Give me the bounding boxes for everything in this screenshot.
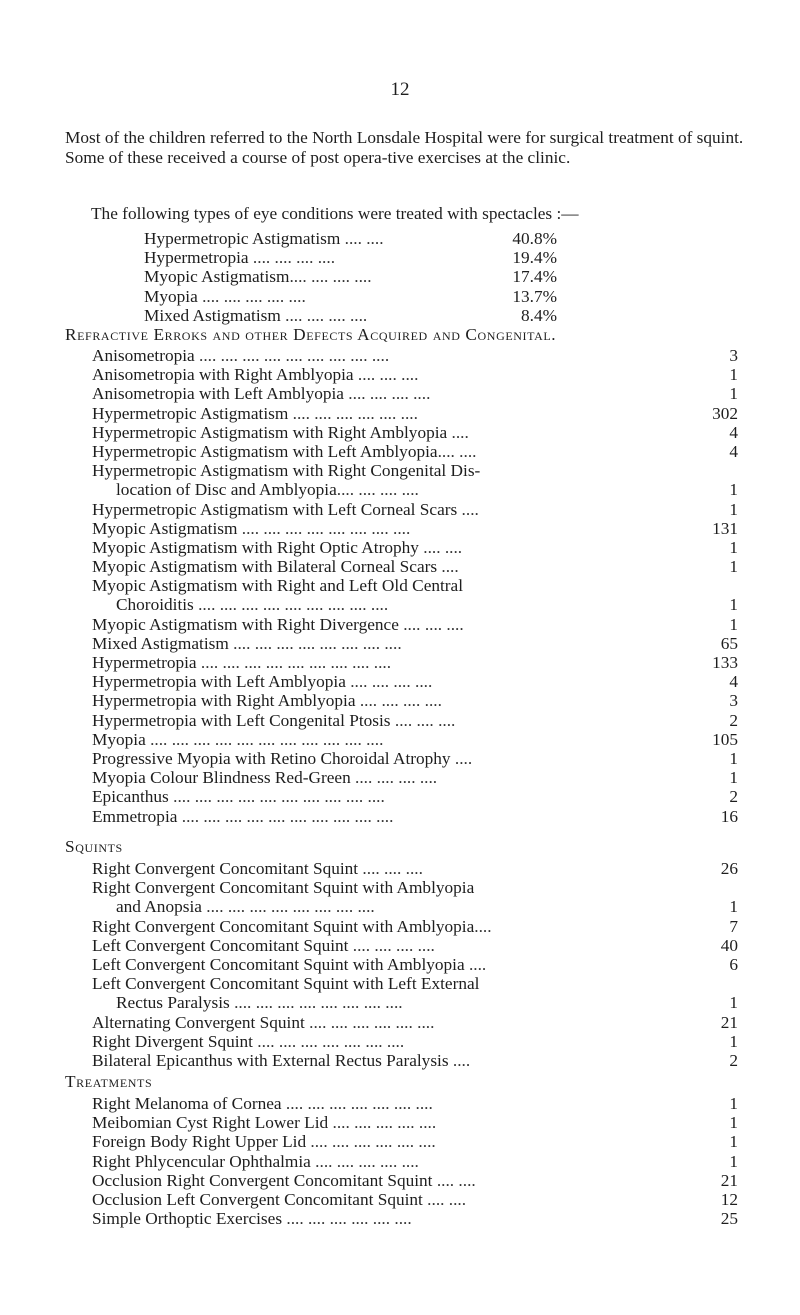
item-label <box>92 500 479 519</box>
list-item <box>92 615 738 634</box>
item-label-text: Myopia <box>92 729 146 749</box>
item-label-text: Occlusion Right Convergent Concomitant Squint <box>92 1170 433 1190</box>
list-item <box>92 442 738 461</box>
list-item <box>92 730 738 749</box>
item-value: 25 <box>720 1209 738 1229</box>
item-label-text: Bilateral Epicanthus with External Rectus Paralysis <box>92 1050 449 1070</box>
leader-dots: .... <box>437 557 459 577</box>
item-label-text: Simple Orthoptic Exercises <box>92 1209 283 1229</box>
item-label <box>116 993 403 1012</box>
item-label <box>92 711 455 730</box>
item-label <box>92 1152 419 1171</box>
item-label <box>92 1032 404 1051</box>
list-item <box>92 500 738 519</box>
item-label <box>144 229 384 248</box>
list-item <box>92 672 738 691</box>
item-value: 40.8% <box>512 229 557 248</box>
list-item <box>144 267 557 286</box>
item-label <box>116 897 375 916</box>
leader-dots: .... .... .... .... <box>336 480 419 500</box>
page-number: 12 <box>390 79 410 100</box>
leader-dots: .... .... .... .... <box>348 935 435 955</box>
leader-dots: .... .... .... .... .... .... .... .... .... <box>193 595 389 615</box>
list-item <box>92 480 738 499</box>
item-value: 1 <box>729 595 738 615</box>
list-item <box>92 595 738 614</box>
list-item <box>92 859 738 878</box>
leader-dots: .... <box>474 916 492 936</box>
item-label-text: Hypermetropia <box>144 248 249 268</box>
item-label <box>144 287 306 306</box>
spectacles-list <box>144 229 557 325</box>
item-label <box>92 442 476 461</box>
list-item <box>92 461 738 480</box>
treatments-heading: Treatments <box>65 1072 153 1091</box>
item-label-text: Right Phlycencular Ophthalmia <box>92 1151 311 1171</box>
item-label-text: Myopic Astigmatism <box>144 267 290 287</box>
item-label <box>92 1171 476 1190</box>
list-item <box>92 557 738 576</box>
item-label <box>92 672 432 691</box>
leader-dots: .... .... .... .... .... .... .... .... .... .... .... <box>145 729 384 749</box>
squints-heading: Squints <box>65 837 123 856</box>
list-item <box>144 248 557 267</box>
leader-dots: .... <box>448 1050 471 1070</box>
item-value: 1 <box>729 1151 738 1171</box>
item-label <box>92 691 442 710</box>
leader-dots: .... .... .... <box>353 365 419 385</box>
item-value: 1 <box>729 557 738 577</box>
leader-dots: .... .... .... .... <box>345 672 433 692</box>
item-value: 4 <box>729 441 738 461</box>
item-value: 1 <box>729 1132 738 1152</box>
item-label-text: Left Convergent Concomitant Squint with Left External <box>92 974 480 994</box>
list-item <box>92 691 738 710</box>
list-item <box>92 423 738 442</box>
item-label <box>92 749 472 768</box>
item-label-text: Left Convergent Concomitant Squint with Amblyopia <box>92 954 465 974</box>
item-value: 1 <box>729 499 738 519</box>
leader-dots: .... .... <box>437 441 477 461</box>
list-item <box>92 1051 738 1070</box>
list-item <box>92 1094 738 1113</box>
item-label-text: Anisometropia <box>92 346 195 365</box>
item-label-text: Foreign Body Right Upper Lid <box>92 1132 307 1152</box>
item-label <box>92 519 410 538</box>
item-value: 1 <box>729 1031 738 1051</box>
list-item <box>92 1190 738 1209</box>
item-label <box>92 557 459 576</box>
item-label <box>92 384 430 403</box>
item-label <box>92 1013 434 1032</box>
list-item <box>92 404 738 423</box>
item-value: 4 <box>729 672 738 692</box>
item-label-text: Anisometropia with Right Amblyopia <box>92 365 354 385</box>
list-item <box>92 993 738 1012</box>
list-item <box>92 807 738 826</box>
item-label-text: Mixed Astigmatism <box>92 633 229 653</box>
item-label <box>92 615 464 634</box>
leader-dots: .... .... .... .... .... .... <box>306 1132 436 1152</box>
leader-dots: .... <box>450 748 473 768</box>
item-value: 1 <box>729 537 738 557</box>
leader-dots: .... .... .... .... <box>280 305 368 325</box>
item-label <box>92 346 389 365</box>
leader-dots: .... .... .... .... .... .... .... .... .... <box>194 346 390 365</box>
list-item <box>92 653 738 672</box>
item-value: 3 <box>729 691 738 711</box>
item-label <box>92 1209 412 1228</box>
list-item <box>92 974 738 993</box>
leader-dots: .... <box>457 499 479 519</box>
list-item <box>92 878 738 897</box>
item-label <box>116 480 419 499</box>
item-label-text: Myopic Astigmatism with Right Optic Atrophy <box>92 537 419 557</box>
item-label-text: Myopia <box>144 286 198 306</box>
item-label-text: Hypermetropic Astigmatism <box>92 403 289 423</box>
squints-list <box>92 859 738 1070</box>
item-value: 19.4% <box>512 248 557 268</box>
item-label-text: Alternating Convergent Squint <box>92 1012 305 1032</box>
leader-dots: .... .... .... .... <box>355 691 442 711</box>
item-label-text: Hypermetropia with Left Congenital Ptosis <box>92 710 391 730</box>
item-label-text: Hypermetropic Astigmatism with Left Corneal Scars <box>92 499 458 519</box>
item-label <box>92 917 492 936</box>
leader-dots: .... .... .... <box>390 710 456 730</box>
list-item <box>144 287 557 306</box>
item-label-text: Emmetropia <box>92 806 178 826</box>
item-label <box>92 1132 436 1151</box>
leader-dots: .... <box>464 954 487 974</box>
leader-dots: .... .... .... .... .... <box>310 1151 419 1171</box>
leader-dots: .... .... .... .... .... .... <box>288 403 418 423</box>
item-label-text: Choroiditis <box>116 595 194 615</box>
item-label <box>92 653 391 672</box>
leader-dots: .... .... .... .... .... .... <box>304 1012 435 1032</box>
item-value: 1 <box>729 384 738 404</box>
item-label-text: Hypermetropic Astigmatism with Right Congenital Dis- <box>92 461 481 481</box>
item-label <box>92 423 469 442</box>
item-label-text: Meibomian Cyst Right Lower Lid <box>92 1113 329 1133</box>
item-value: 21 <box>720 1170 738 1190</box>
list-item <box>92 634 738 653</box>
item-label-text: Rectus Paralysis <box>116 993 230 1013</box>
item-value: 12 <box>720 1189 738 1209</box>
list-item <box>92 1152 738 1171</box>
leader-dots: .... .... .... .... .... <box>197 286 306 306</box>
item-label-text: Right Convergent Concomitant Squint <box>92 859 359 878</box>
list-item <box>92 576 738 595</box>
item-value: 133 <box>712 653 738 672</box>
leader-dots: .... .... .... .... .... .... .... .... .... .... <box>177 806 394 826</box>
item-label <box>116 595 388 614</box>
item-label-text: Hypermetropia with Right Amblyopia <box>92 691 356 711</box>
item-value: 1 <box>729 1113 738 1133</box>
item-label-text: Myopia Colour Blindness Red-Green <box>92 768 351 788</box>
item-label <box>144 306 367 325</box>
leader-dots: .... .... .... .... .... .... .... .... <box>228 633 402 653</box>
item-label <box>92 974 479 993</box>
item-label <box>92 538 462 557</box>
item-value: 17.4% <box>512 267 557 287</box>
item-label-text: Myopic Astigmatism with Right Divergence <box>92 614 399 634</box>
treatments-list <box>92 1094 738 1228</box>
leader-dots: .... .... .... .... <box>248 248 336 268</box>
leader-dots: .... .... .... .... .... .... .... .... <box>229 993 403 1013</box>
item-label <box>92 730 383 749</box>
item-label-text: Hypermetropia with Left Amblyopia <box>92 672 346 692</box>
item-label-text: Hypermetropia <box>92 653 197 672</box>
item-label-text: Right Convergent Concomitant Squint with Amblyopia <box>92 878 475 898</box>
leader-dots: .... .... .... <box>398 614 464 634</box>
item-value: 1 <box>729 614 738 634</box>
leader-dots: .... .... .... .... <box>350 768 438 788</box>
list-item <box>92 917 738 936</box>
list-item <box>92 1013 738 1032</box>
item-value: 1 <box>729 365 738 385</box>
leader-dots: .... <box>447 422 469 442</box>
list-item <box>92 1171 738 1190</box>
leader-dots: .... .... <box>418 537 463 557</box>
item-label <box>92 634 402 653</box>
item-label <box>92 576 463 595</box>
item-value: 131 <box>712 518 738 538</box>
item-value: 1 <box>729 897 738 917</box>
item-label-text: Right Divergent Squint <box>92 1031 253 1051</box>
item-value: 1 <box>729 1094 738 1113</box>
item-label-text: Left Convergent Concomitant Squint <box>92 935 349 955</box>
leader-dots: .... .... .... .... .... .... .... .... .... .... <box>168 787 385 807</box>
item-label <box>92 955 486 974</box>
item-label-text: Myopic Astigmatism with Right and Left Old Central <box>92 576 464 596</box>
refractive-errors-list <box>92 346 738 826</box>
list-item <box>92 384 738 403</box>
item-label-text: Right Convergent Concomitant Squint with Amblyopia <box>92 916 475 936</box>
refractive-errors-heading: Refractive Erroks and other Defects Acquired and Congenital. <box>65 325 557 344</box>
item-label-text: Occlusion Left Convergent Concomitant Squint <box>92 1189 423 1209</box>
item-label-text: Hypermetropic Astigmatism with Left Amblyopia <box>92 441 438 461</box>
list-item <box>92 955 738 974</box>
item-value: 1 <box>729 993 738 1013</box>
leader-dots: .... .... .... .... .... <box>328 1113 437 1133</box>
leader-dots: .... .... .... .... <box>289 267 372 287</box>
list-item <box>92 711 738 730</box>
item-label-text: and Anopsia <box>116 897 202 917</box>
item-value: 2 <box>729 787 738 807</box>
item-label <box>92 1094 433 1113</box>
item-label <box>92 768 437 787</box>
list-item <box>92 346 738 365</box>
leader-dots: .... .... .... <box>358 859 423 878</box>
leader-dots: .... .... .... .... .... .... .... .... .... <box>196 653 392 672</box>
item-value: 13.7% <box>512 286 557 306</box>
item-label <box>92 1113 436 1132</box>
item-label <box>92 1190 466 1209</box>
list-item <box>92 519 738 538</box>
item-value: 7 <box>729 916 738 936</box>
item-value: 302 <box>712 403 738 423</box>
leader-dots: .... .... .... .... .... .... .... .... <box>237 518 411 538</box>
item-value: 2 <box>729 710 738 730</box>
leader-dots: .... .... .... .... .... .... .... <box>281 1094 433 1113</box>
leader-dots: .... .... <box>340 229 384 248</box>
list-item <box>92 1132 738 1151</box>
list-item <box>92 538 738 557</box>
item-value: 1 <box>729 768 738 788</box>
item-label-text: Anisometropia with Left Amblyopia <box>92 384 344 404</box>
list-item <box>92 749 738 768</box>
item-value: 1 <box>729 748 738 768</box>
item-label <box>92 878 474 897</box>
list-item <box>92 1032 738 1051</box>
list-item <box>144 229 557 248</box>
item-label-text: Myopic Astigmatism <box>92 518 238 538</box>
leader-dots: .... .... <box>422 1189 467 1209</box>
list-item <box>92 1209 738 1228</box>
item-label-text: location of Disc and Amblyopia <box>116 480 337 500</box>
item-label <box>144 267 372 286</box>
leader-dots: .... .... .... .... .... .... <box>282 1209 412 1229</box>
item-value: 8.4% <box>521 305 557 325</box>
spectacles-intro: The following types of eye conditions were treated with spectacles :— <box>91 204 579 223</box>
item-label <box>92 787 385 806</box>
item-label-text: Hypermetropic Astigmatism with Right Amblyopia <box>92 422 448 442</box>
item-label <box>144 248 335 267</box>
item-label-text: Right Melanoma of Cornea <box>92 1094 282 1113</box>
item-value: 65 <box>720 633 738 653</box>
item-value: 6 <box>729 954 738 974</box>
list-item <box>92 897 738 916</box>
item-value: 26 <box>720 859 738 878</box>
item-label-text: Mixed Astigmatism <box>144 305 281 325</box>
item-label <box>92 404 418 423</box>
list-item <box>92 365 738 384</box>
item-label <box>92 807 393 826</box>
item-value: 3 <box>729 346 738 365</box>
item-label <box>92 936 435 955</box>
item-label <box>92 1051 470 1070</box>
item-value: 16 <box>720 806 738 826</box>
item-value: 4 <box>729 422 738 442</box>
leader-dots: .... .... .... .... <box>343 384 431 404</box>
item-label-text: Myopic Astigmatism with Bilateral Corneal Scars <box>92 557 438 577</box>
list-item <box>144 306 557 325</box>
item-label-text: Progressive Myopia with Retino Choroidal Atrophy <box>92 748 451 768</box>
leader-dots: .... .... <box>432 1170 476 1190</box>
item-value: 40 <box>720 935 738 955</box>
list-item <box>92 768 738 787</box>
item-label-text: Epicanthus <box>92 787 169 807</box>
item-label <box>92 859 423 878</box>
item-label <box>92 365 418 384</box>
list-item <box>92 787 738 806</box>
item-label <box>92 461 480 480</box>
item-value: 1 <box>729 480 738 500</box>
intro-paragraph: Most of the children referred to the North Lonsdale Hospital were for surgical treatment of squint. Some of these received a course of post opera-tive exercises at the clinic. <box>65 128 744 167</box>
item-label-text: Hypermetropic Astigmatism <box>144 229 341 248</box>
list-item <box>92 1113 738 1132</box>
leader-dots: .... .... .... .... .... .... .... <box>252 1031 405 1051</box>
item-value: 2 <box>729 1050 738 1070</box>
item-value: 105 <box>712 729 738 749</box>
list-item <box>92 936 738 955</box>
leader-dots: .... .... .... .... .... .... .... .... <box>201 897 375 917</box>
item-value: 21 <box>720 1012 738 1032</box>
